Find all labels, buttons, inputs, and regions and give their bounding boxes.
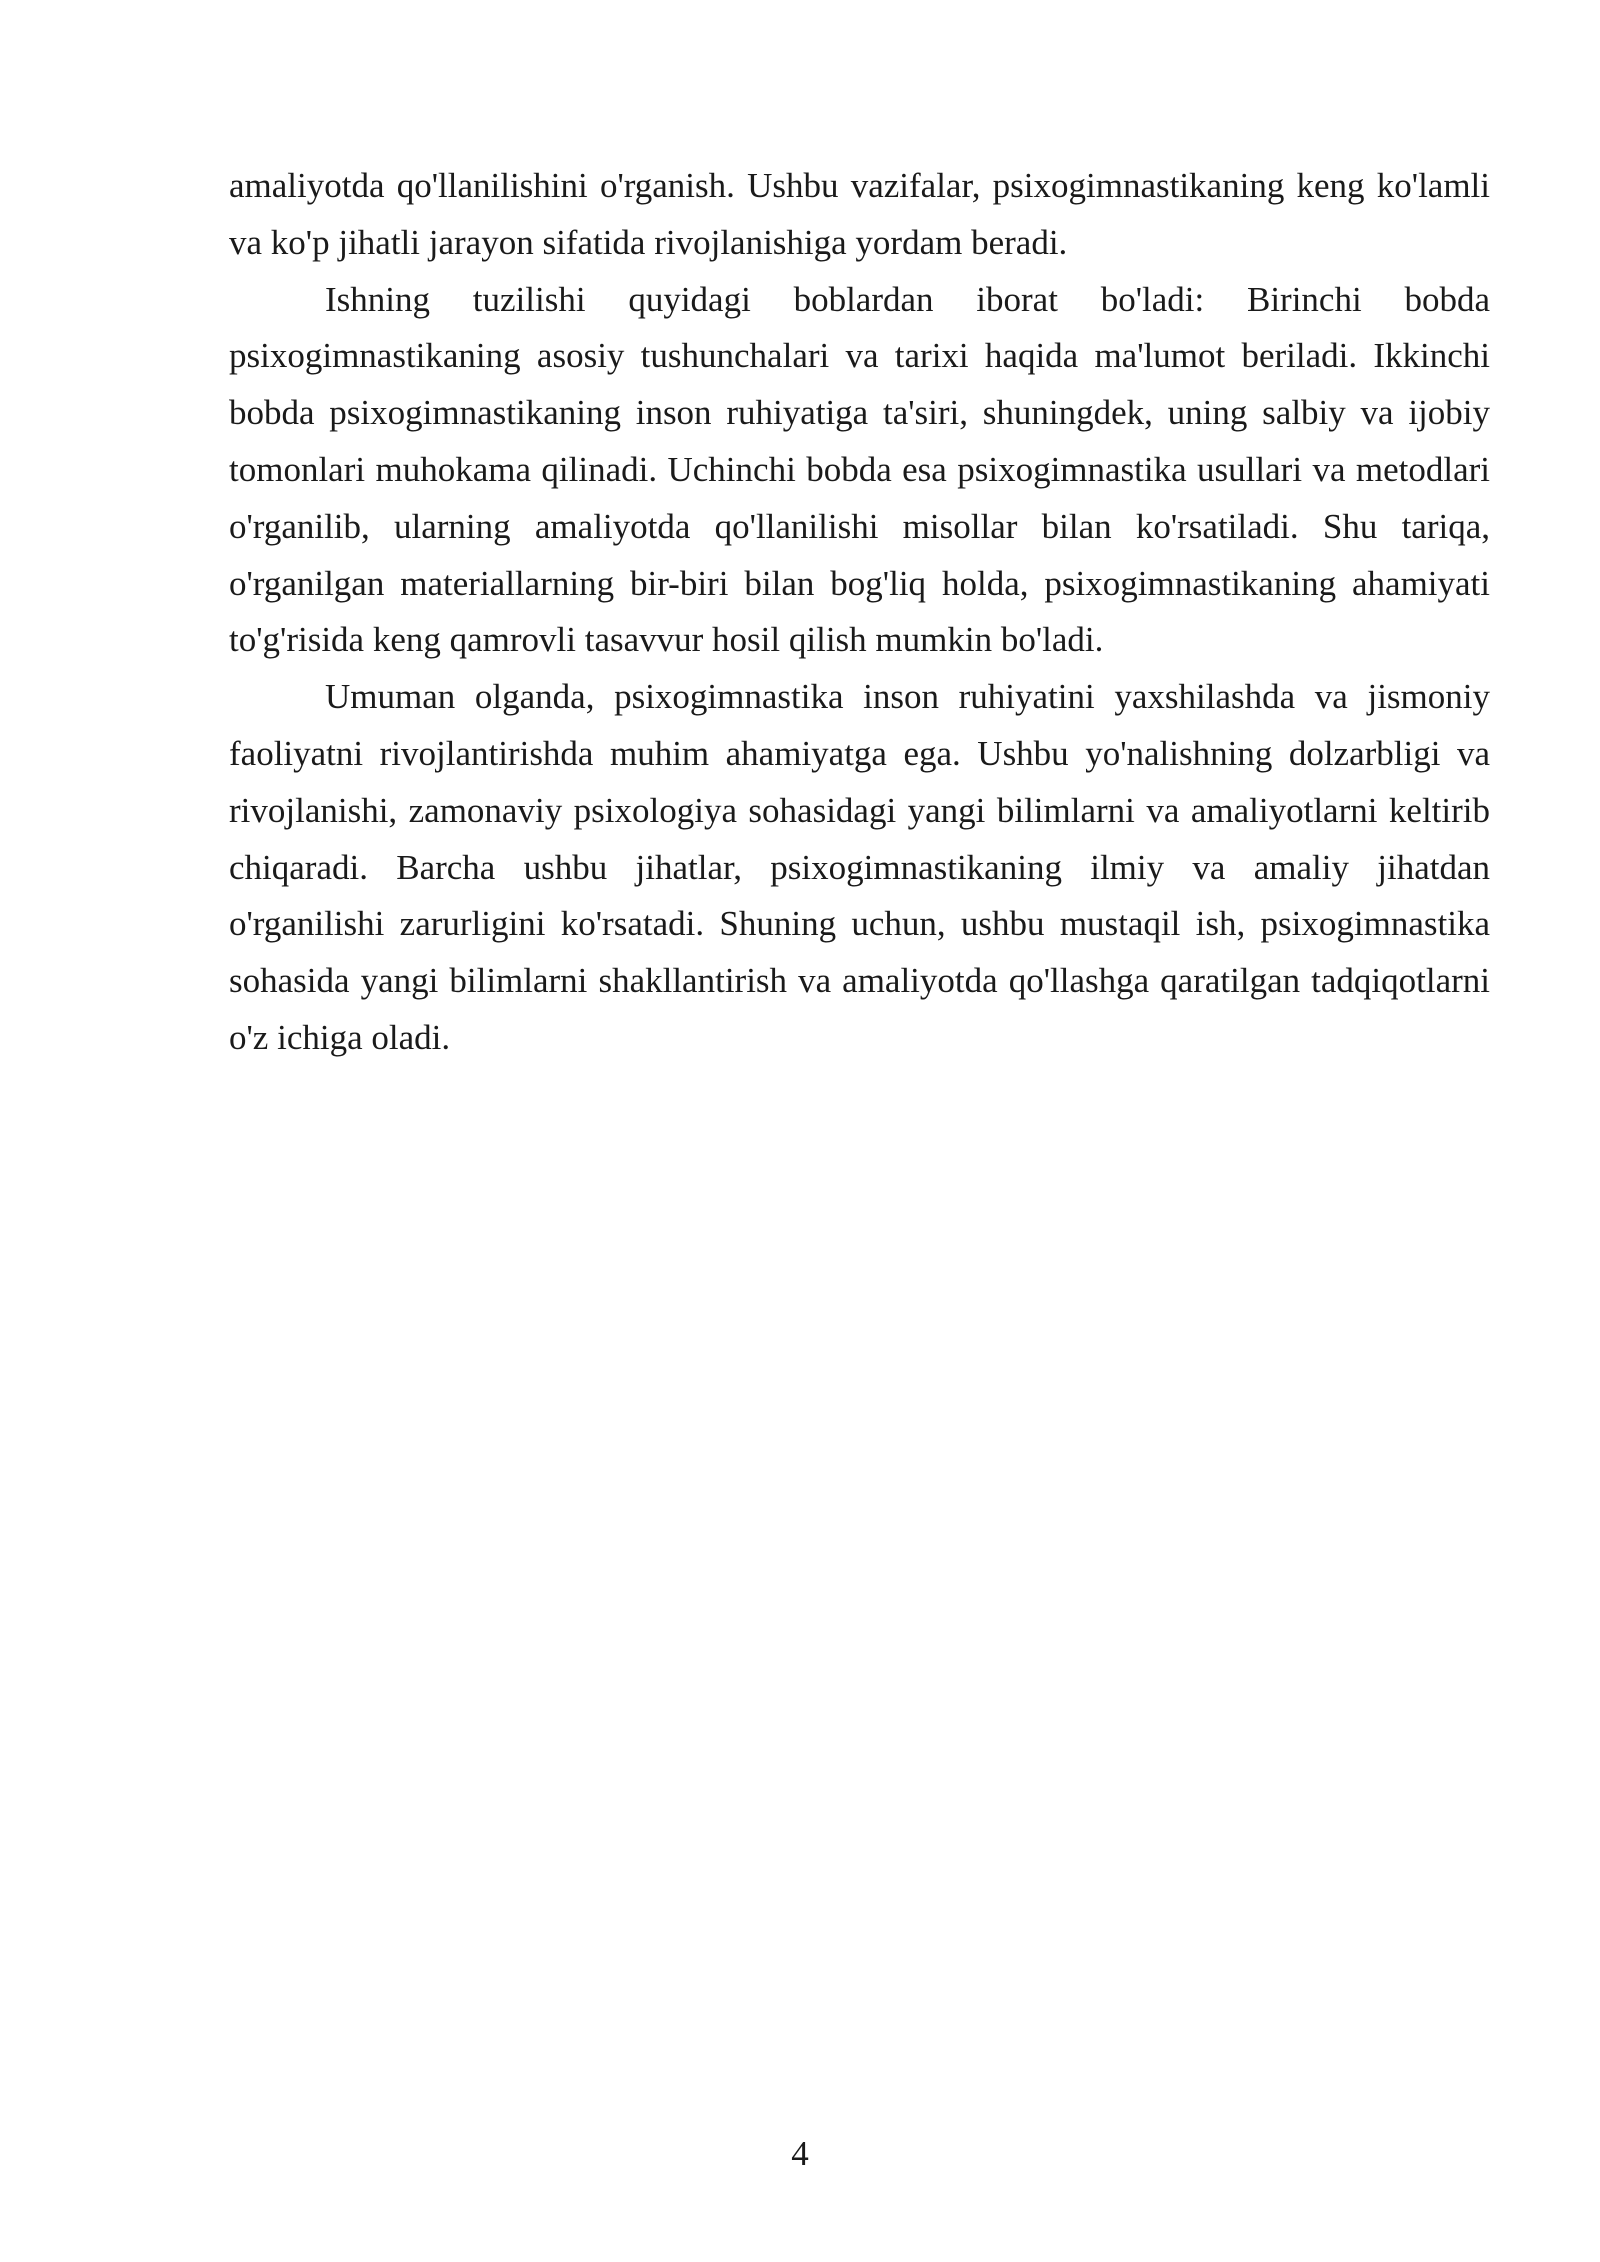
body-text bbox=[229, 158, 1490, 1067]
paragraph-structure: Ishning tuzilishi quyidagi boblardan iborat bo'ladi: Birinchi bobda psixogimnastikaning asosiy tushunchalari va tarixi haqida ma'lumot beriladi. Ikkinchi bobda psixogimnastikaning inson ruhiyatiga ta'siri, shuningdek, uning salbiy va ijobiy tomonlari muhokama qilinadi. Uchinchi bobda esa psixogimnastika usullari va metodlari o'rganilib, ularning amaliyotda qo'llanilishi misollar bilan ko'rsatiladi. Shu tariqa, o'rganilgan materiallarning bir-biri bilan bog'liq holda, psixogimnastikaning ahamiyati to'g'risida keng qamrovli tasavvur hosil qilish mumkin bo'ladi. bbox=[229, 279, 1490, 660]
page-number: 4 bbox=[791, 2134, 809, 2173]
paragraph-continued: amaliyotda qo'llanilishini o'rganish. Ushbu vazifalar, psixogimnastikaning keng ko'lamli va ko'p jihatli jarayon sifatida rivojlanishiga yordam beradi. bbox=[229, 166, 1490, 262]
paragraph-conclusion: Umuman olganda, psixogimnastika inson ruhiyatini yaxshilashda va jismoniy faoliyatni rivojlantirishda muhim ahamiyatga ega. Ushbu yo'nalishning dolzarbligi va rivojlanishi, zamonaviy psixologiya sohasidagi yangi bilimlarni va amaliyotlarni keltirib chiqaradi. Barcha ushbu jihatlar, psixogimnastikaning ilmiy va amaliy jihatdan o'rganilishi zarurligini ko'rsatadi. Shuning uchun, ushbu mustaqil ish, psixogimnastika sohasida yangi bilimlarni shakllantirish va amaliyotda qo'llashga qaratilgan tadqiqotlarni o'z ichiga oladi. bbox=[229, 677, 1490, 1057]
